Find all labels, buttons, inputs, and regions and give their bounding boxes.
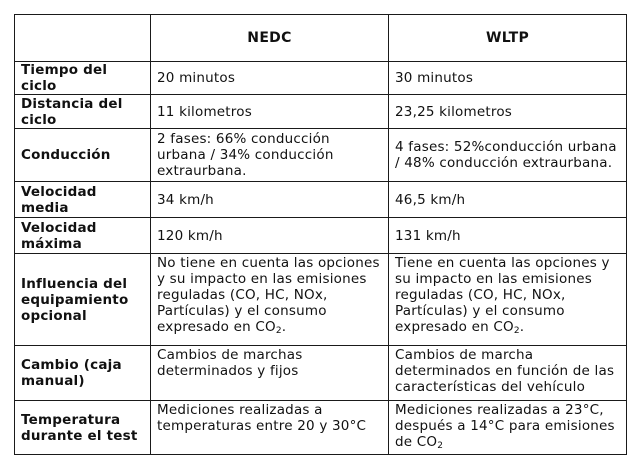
subscript-2: 2: [437, 441, 444, 451]
row-label-velocidad-media: Velocidad media: [15, 182, 151, 218]
cell-wltp-temperatura: [389, 401, 627, 455]
header-nedc: NEDC: [151, 15, 389, 62]
cell-wltp-distancia: 23,25 kilometros: [389, 95, 627, 129]
table-row: [15, 95, 627, 129]
header-corner-cell: [15, 15, 151, 62]
cell-wltp-tiempo: 30 minutos: [389, 62, 627, 95]
table-row: [15, 218, 627, 254]
cell-text-end: .: [519, 319, 525, 335]
table-row: [15, 62, 627, 95]
table-row: [15, 182, 627, 218]
cell-nedc-temperatura: Mediciones realizadas a temperaturas entre 20 y 30°C: [151, 401, 389, 455]
cell-text: Tiene en cuenta las opciones y su impacto en las emisiones reguladas (CO, HC, NOx, Partículas) y el consumo expresado en CO: [395, 255, 610, 335]
subscript-2: 2: [513, 326, 520, 336]
cell-nedc-velocidad-media: 34 km/h: [151, 182, 389, 218]
row-label-tiempo: Tiempo del ciclo: [15, 62, 151, 95]
table-row: [15, 254, 627, 346]
comparison-table: [14, 14, 627, 455]
cell-wltp-conduccion: 4 fases: 52%conducción urbana / 48% conducción extraurbana.: [389, 129, 627, 182]
table-row: [15, 401, 627, 455]
cell-nedc-velocidad-maxima: 120 km/h: [151, 218, 389, 254]
cell-wltp-velocidad-media: 46,5 km/h: [389, 182, 627, 218]
cell-nedc-equipamiento: [151, 254, 389, 346]
row-label-temperatura: Temperatura durante el test: [15, 401, 151, 455]
cell-text-end: .: [281, 319, 287, 335]
cell-wltp-equipamiento: [389, 254, 627, 346]
row-label-cambio: Cambio (caja manual): [15, 346, 151, 401]
row-label-equipamiento: Influencia del equipamiento opcional: [15, 254, 151, 346]
cell-nedc-cambio: Cambios de marchas determinados y fijos: [151, 346, 389, 401]
cell-nedc-conduccion: 2 fases: 66% conducción urbana / 34% conducción extraurbana.: [151, 129, 389, 182]
header-wltp: WLTP: [389, 15, 627, 62]
cell-text: Mediciones realizadas a 23°C, después a 14°C para emisiones de CO: [395, 402, 615, 450]
row-label-distancia: Distancia del ciclo: [15, 95, 151, 129]
table-row: [15, 129, 627, 182]
cell-text: No tiene en cuenta las opciones y su impacto en las emisiones reguladas (CO, HC, NOx, Partículas) y el consumo expresado en CO: [157, 255, 380, 335]
cell-nedc-tiempo: 20 minutos: [151, 62, 389, 95]
cell-wltp-cambio: Cambios de marcha determinados en función de las características del vehículo: [389, 346, 627, 401]
cell-wltp-velocidad-maxima: 131 km/h: [389, 218, 627, 254]
subscript-2: 2: [275, 326, 282, 336]
cell-nedc-distancia: 11 kilometros: [151, 95, 389, 129]
header-row: [15, 15, 627, 62]
table-row: [15, 346, 627, 401]
row-label-conduccion: Conducción: [15, 129, 151, 182]
row-label-velocidad-maxima: Velocidad máxima: [15, 218, 151, 254]
